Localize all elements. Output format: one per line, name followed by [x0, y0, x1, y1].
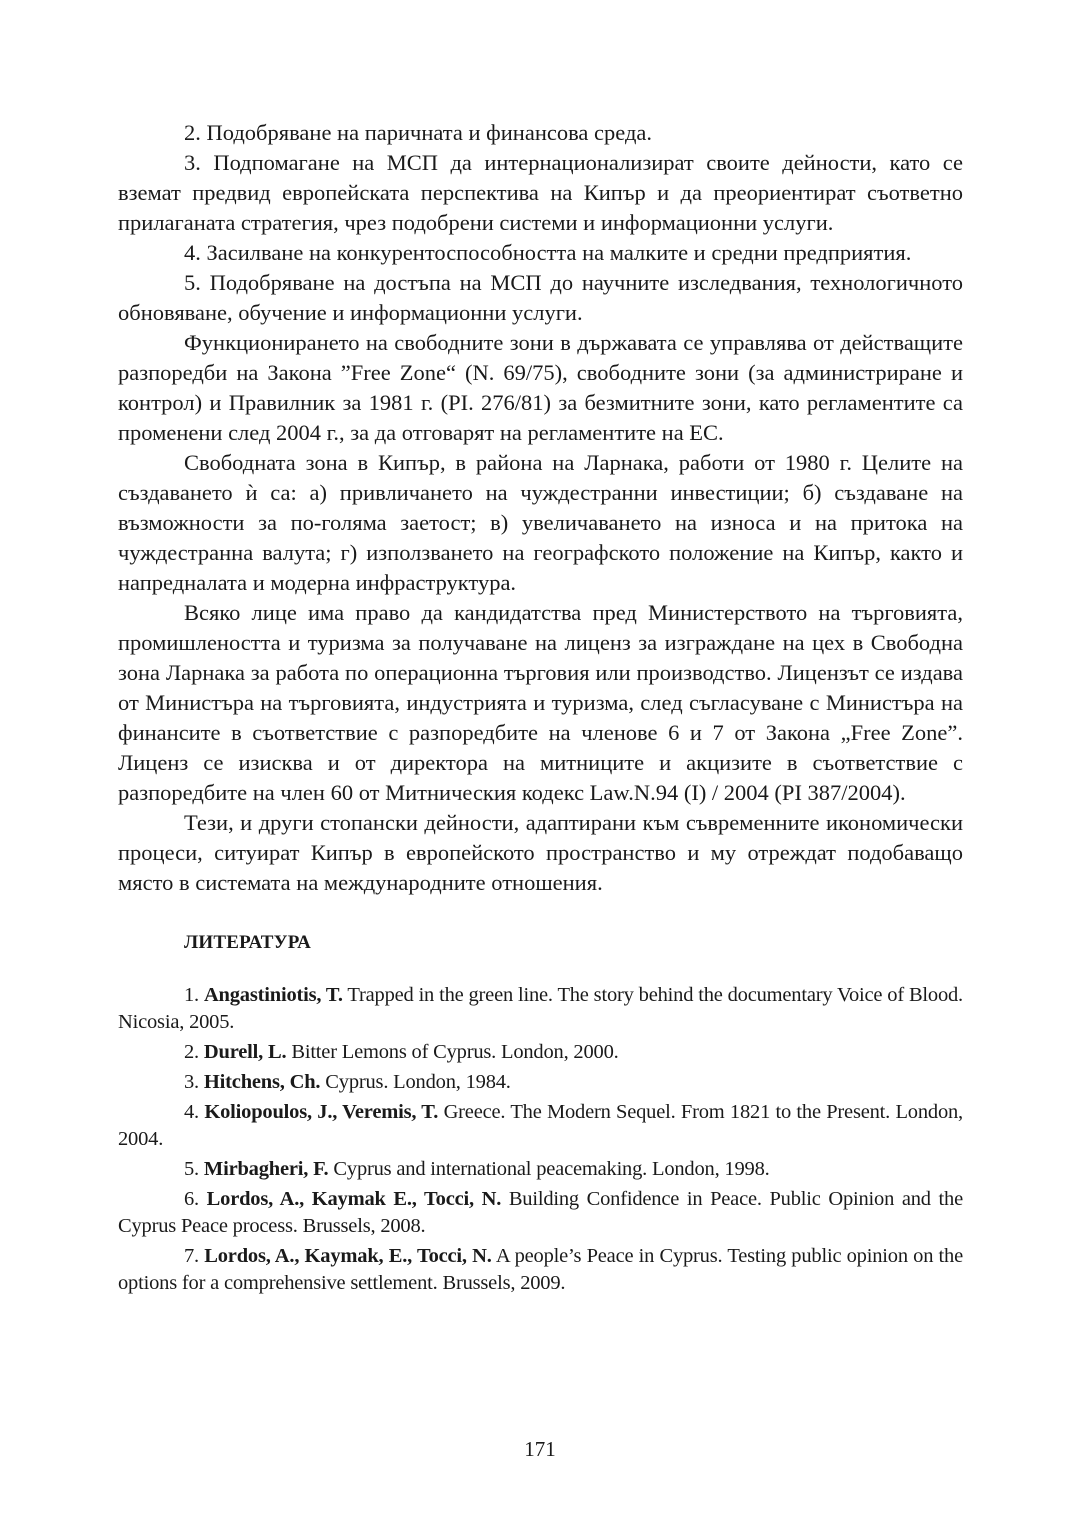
- reference-title: A people’s Peace in Cyprus. Testing public opinion on the options for a comprehensive settlement. Brussels, 2009.: [118, 1245, 963, 1294]
- reference-number: 6.: [184, 1188, 199, 1210]
- paragraph-item-2: 2. Подобряване на паричната и финансова среда.: [184, 120, 653, 145]
- reference-title: Greece. The Modern Sequel. From 1821 to the Present. London, 2004.: [118, 1101, 963, 1150]
- paragraph-licensing: Всяко лице има право да кандидатства пред Министерството на търговията, промишлеността и туризма за получаване на лиценз за изграждане на цех в Свободна зона Ларнака за работа по операционна търговия или производство. Лицензът се издава от Министъра на търговията, индустрията и туризма, след съгласуване с Министъра на финансите в съответствие с разпоредбите на членове 6 и 7 от Закона „Free Zone”. Лиценз се изисква и от директора на митниците и акцизите в съответствие с разпоредбите на член 60 от Митническия кодекс Law.N.94 (I) / 2004 (PI 387/2004).: [118, 600, 963, 805]
- reference-item: [118, 1186, 963, 1240]
- reference-number: 7.: [184, 1245, 199, 1267]
- references-heading: ЛИТЕРАТУРА: [184, 932, 312, 953]
- reference-author: Koliopoulos, J., Veremis, T.: [204, 1101, 439, 1123]
- paragraph-conclusion: Тези, и други стопански дейности, адаптирани към съвременните икономически процеси, ситуират Кипър в европейското пространство и му отреждат подобаващо място в системата на международните отношения.: [118, 810, 963, 895]
- reference-number: 1.: [184, 984, 199, 1006]
- reference-title: Bitter Lemons of Cyprus. London, 2000.: [291, 1041, 619, 1063]
- paragraph-free-zones: Функционирането на свободните зони в държавата се управлява от действащите разпоредби на Закона ”Free Zone“ (N. 69/75), свободните зони (за администриране и контрол) и Правилник за 1981 г. (PI. 276/81) за безмитните зони, като регламентите са променени след 2004 г., за да отговарят на регламентите на ЕС.: [118, 330, 963, 445]
- reference-item: [118, 982, 963, 1036]
- paragraph-item-5: 5. Подобряване на достъпа на МСП до научните изследвания, технологичното обновяване, обучение и информационни услуги.: [118, 270, 963, 325]
- reference-author: Hitchens, Ch.: [203, 1071, 321, 1093]
- reference-title: Building Confidence in Peace. Public Opinion and the Cyprus Peace process. Brussels, 2008.: [118, 1188, 963, 1237]
- reference-author: Angastiniotis, T.: [203, 984, 343, 1006]
- reference-number: 3.: [184, 1071, 199, 1093]
- reference-author: Lordos, A., Kaymak, E., Tocci, N.: [204, 1245, 492, 1267]
- reference-title: Cyprus. London, 1984.: [325, 1071, 511, 1093]
- reference-author: Mirbagheri, F.: [203, 1158, 329, 1180]
- reference-title: Trapped in the green line. The story behind the documentary Voice of Blood. Nicosia, 2005.: [118, 984, 963, 1033]
- references-list: [118, 982, 963, 1297]
- reference-title: Cyprus and international peacemaking. London, 1998.: [333, 1158, 770, 1180]
- reference-item: [118, 1069, 963, 1096]
- page-number: 171: [524, 1437, 556, 1461]
- reference-item: [118, 1099, 963, 1153]
- paragraph-larnaca-zone: Свободната зона в Кипър, в района на Ларнака, работи от 1980 г. Целите на създаването ѝ са: а) привличането на чуждестранни инвестиции; б) създаване на възможности за по-голяма заетост; в) увеличаването на износа и на притока на чуждестранна валута; г) използването на географското положение на Кипър, както и напредналата и модерна инфраструктура.: [118, 450, 963, 595]
- reference-number: 5.: [184, 1158, 199, 1180]
- reference-number: 2.: [184, 1041, 199, 1063]
- reference-item: [118, 1039, 963, 1066]
- reference-number: 4.: [184, 1101, 199, 1123]
- paragraph-item-4: 4. Засилване на конкурентоспособността на малките и средни предприятия.: [184, 240, 912, 265]
- reference-author: Durell, L.: [203, 1041, 287, 1063]
- reference-author: Lordos, A., Kaymak E., Tocci, N.: [206, 1188, 502, 1210]
- reference-item: [118, 1156, 963, 1183]
- page-content: [118, 118, 963, 1300]
- paragraph-item-3: 3. Подпомагане на МСП да интернационализират своите дейности, като се вземат предвид европейската перспектива на Кипър и да преориентират съответно прилаганата стратегия, чрез подобрени системи и информационни услуги.: [118, 150, 963, 235]
- reference-item: [118, 1243, 963, 1297]
